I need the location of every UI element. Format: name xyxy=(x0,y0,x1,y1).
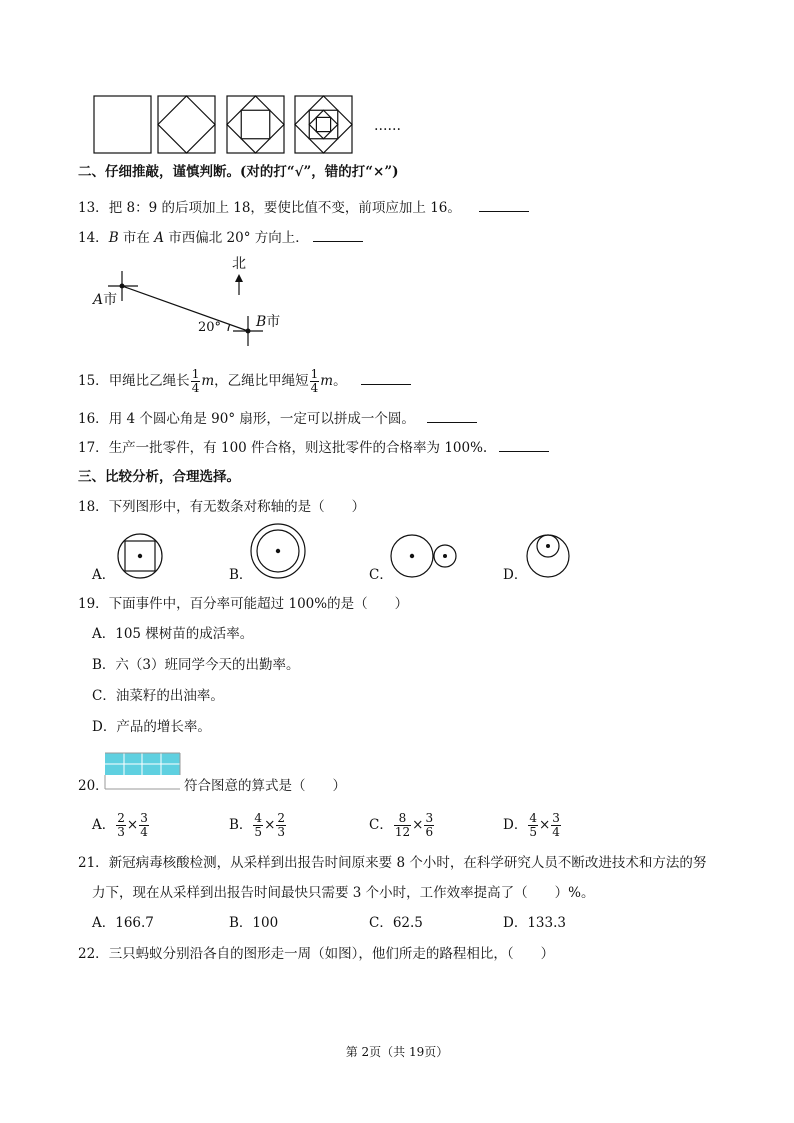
q20-option-b[interactable]: B． $\frac{4}{5}$ × $\frac{2}{3}$ xyxy=(229,811,286,839)
city-b-label xyxy=(256,311,280,331)
question-number: 18． xyxy=(78,499,109,515)
city-a-letter: A xyxy=(154,230,164,246)
question-text: 甲绳比乙绳长 xyxy=(108,373,190,389)
answer-blank[interactable] xyxy=(427,408,477,423)
option-c-figure xyxy=(391,535,433,577)
city-suffix: 市 xyxy=(103,292,118,308)
q19-option-b[interactable]: B．六（3）班同学今天的出勤率。 xyxy=(92,657,300,673)
question-number: 21． xyxy=(78,855,109,871)
question-17 xyxy=(78,437,549,458)
question-number: 22． xyxy=(78,946,109,962)
city-b-letter: B xyxy=(256,314,267,330)
city-b-letter: B xyxy=(108,230,119,246)
question-number: 13． xyxy=(78,200,109,216)
section-heading-3: 三、比较分析，合理选择。 xyxy=(78,469,240,485)
q20-option-a[interactable]: A． $\frac{2}{3}$ × $\frac{3}{4}$ xyxy=(92,811,148,839)
q18-option-b[interactable]: B． xyxy=(229,567,253,583)
fraction: $\frac{1}{4}$ xyxy=(310,367,319,395)
question-number: 14． xyxy=(78,230,109,246)
section-heading-2: 二、仔细推敲，谨慎判断。(对的打“√”，错的打“×”) xyxy=(78,164,399,180)
question-text: 三只蚂蚁分别沿各自的图形走一周（如图），他们所走的路程相比，（ ） xyxy=(108,946,555,962)
q19-option-d[interactable]: D．产品的增长率。 xyxy=(92,719,211,735)
pattern-square-4 xyxy=(295,96,352,153)
q21-option-a[interactable]: A．166.7 xyxy=(92,915,154,931)
q20-option-d[interactable]: D． $\frac{4}{5}$ × $\frac{3}{4}$ xyxy=(503,811,560,839)
question-18 xyxy=(78,497,365,517)
question-15 xyxy=(78,367,411,395)
pattern-square-3 xyxy=(227,96,284,153)
shaded-area xyxy=(105,753,180,775)
fraction: $\frac{1}{4}$ xyxy=(191,367,200,395)
question-text: 市西偏北 20° 方向上． xyxy=(163,230,309,246)
question-19 xyxy=(78,594,408,614)
option-b-figure xyxy=(251,524,305,578)
q19-option-a[interactable]: A．105 棵树苗的成活率。 xyxy=(92,626,254,642)
question-16 xyxy=(78,408,477,429)
q21-option-c[interactable]: C．62.5 xyxy=(369,915,423,931)
pattern-square-1 xyxy=(94,96,151,153)
question-text: 。 xyxy=(333,373,347,389)
q21-option-d[interactable]: D．133.3 xyxy=(503,915,566,931)
answer-blank[interactable] xyxy=(313,227,363,242)
question-14 xyxy=(78,227,363,248)
direction-line xyxy=(122,286,248,331)
angle-label: 20° xyxy=(198,320,222,335)
question-20-text: 符合图意的算式是（ ） xyxy=(184,778,346,794)
question-number: 19． xyxy=(78,596,109,612)
question-number: 17． xyxy=(78,440,109,456)
question-number: 15． xyxy=(78,373,109,389)
page-footer: 第 2页（共 19页） xyxy=(345,1045,449,1059)
unit: m xyxy=(320,373,334,389)
unit: m xyxy=(201,373,215,389)
question-text: 市在 xyxy=(118,230,155,246)
question-13 xyxy=(78,197,529,218)
q18-option-d[interactable]: D． xyxy=(503,567,528,583)
answer-blank[interactable] xyxy=(361,370,411,385)
question-21-line-2: 力下，现在从采样到出报告时间最快只需要 3 个小时，工作效率提高了（ ）%。 xyxy=(92,885,595,901)
q18-option-a[interactable]: A． xyxy=(92,567,116,583)
q20-option-c[interactable]: C． $\frac{8}{12}$ × $\frac{3}{6}$ xyxy=(369,811,434,839)
question-20-number: 20． xyxy=(78,778,109,794)
question-21-line-1 xyxy=(78,853,706,873)
question-text: 下列图形中，有无数条对称轴的是（ ） xyxy=(108,499,366,515)
pattern-square-2 xyxy=(158,96,215,153)
question-text: 新冠病毒核酸检测，从采样到出报告时间原来要 8 个小时，在科学研究人员不断改进技术和方法的努 xyxy=(108,855,707,871)
q21-option-b[interactable]: B．100 xyxy=(229,915,279,931)
question-text: 生产一批零件，有 100 件合格，则这批零件的合格率为 100%. xyxy=(108,440,488,456)
option-d-figure xyxy=(527,535,569,577)
north-label: 北 xyxy=(232,256,246,272)
question-text: 下面事件中，百分率可能超过 100%的是（ ） xyxy=(108,596,409,612)
city-a-label xyxy=(93,289,117,309)
q18-option-c[interactable]: C． xyxy=(369,567,393,583)
question-text: ，乙绳比甲绳短 xyxy=(214,373,309,389)
question-22 xyxy=(78,944,554,964)
answer-blank[interactable] xyxy=(479,197,529,212)
city-suffix: 市 xyxy=(266,314,281,330)
city-a-letter: A xyxy=(93,292,104,308)
question-text: 用 4 个圆心角是 90° 扇形，一定可以拼成一个圆。 xyxy=(108,411,415,427)
question-text: 把 8：9 的后项加上 18，要使比值不变，前项应加上 16。 xyxy=(108,200,461,216)
pattern-ellipsis: …… xyxy=(374,118,401,134)
question-number: 16． xyxy=(78,411,109,427)
answer-blank[interactable] xyxy=(499,437,549,452)
q19-option-c[interactable]: C．油菜籽的出油率。 xyxy=(92,688,224,704)
option-a-figure xyxy=(118,534,162,578)
